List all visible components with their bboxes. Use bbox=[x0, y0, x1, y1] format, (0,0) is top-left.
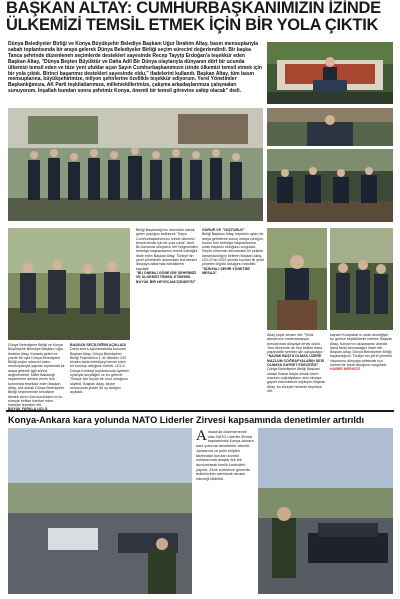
article-column-2 bbox=[70, 343, 130, 409]
main-headline-line2: ÜLKEMİZİ TEMSİL ETMEK İÇİN BİR YOLA ÇIKTIK bbox=[6, 16, 379, 34]
column-1-text: Dünya Belediyeler Birliği ve Konya Büyükşehir Belediye Başkanı Uğur İbrahim Altay, Kanada gelen ve yüzde 56 oyla Dünya Belediyeler Birliği seçim sürecini basın mensuplarıyla yapılan toplantıda bir araya gelerek ilgili süreci değerlendirdi. Millet Bakanlığı seçimlerine destek veren tüm kurumlara teşekkür eden Başkan Altay, söz alarak Dünya Belediyeler Birliği seçimlerinde kendisine destek veren tüm kurumlara ve bu süreçte birlikte hareket eden herkese teşekkür etti. bbox=[8, 343, 65, 408]
second-dropcap: A bbox=[196, 428, 207, 444]
column-2-subheading: BAŞKAN SEÇİLDİĞİNİ AÇIKLADI bbox=[70, 343, 126, 347]
photo-reporters bbox=[8, 228, 130, 340]
section-divider bbox=[6, 410, 394, 412]
photo-checkpoint bbox=[8, 428, 192, 594]
author-credit: HABER MERKEZİ bbox=[330, 367, 360, 372]
photo-officer-car bbox=[258, 428, 393, 594]
second-headline: Konya-Ankara kara yolunda NATO Liderler Zirvesi kapsamında denetimler artırıldı bbox=[8, 415, 365, 425]
photo-audience bbox=[330, 228, 393, 330]
column-5-subheading: "NAZIMI BAŞTA OLMAK ÜZERE MAZLUM COĞRAFYALARIN SESİ OLMAYA GAYRET EDECEĞİZ" bbox=[267, 354, 324, 368]
photo-podium-close bbox=[267, 228, 327, 330]
main-headline bbox=[6, 0, 394, 40]
column-5-text: Altay şöyle devam etti: "Şehir alanlarının modernizasyon konularında dünyaya örnek olduk. Yeni dönemde de hep birlikte daha yaşanabilir şehirler için çalışacağız." bbox=[267, 333, 325, 355]
second-text: nkara'da düzenlenecek olan NATO Liderler Zirvesi kapsamında Konya-Ankara kara yolunda denetimler artırıldı. Jandarma ve polis ekipleri tarafından kurulan kontrol noktalarında araçlar tek tek durdurularak kimlik kontrolleri yapıldı. Zirve süresince güvenlik tedbirlerinin artırılarak devam edeceği bildirildi. bbox=[196, 430, 254, 482]
photo-group bbox=[8, 108, 263, 221]
column-6-text: kayseri Konyalılar'ın ortak desteğiyle bu göreve seçildiklerini belirten Başkan Altay, Konya'nın uluslararası alanda daha fazla tanınacağını ifade etti. Başkan Altay, Dünya Belediyeler Birliği başkanlığının Türkiye'nin yerel yönetim vizyonunu dünyaya anlatmak için önemli bir fırsat olduğunu vurguladı. bbox=[330, 333, 393, 368]
column-4-subheading: GURUR VE "YAŞTURUZ" bbox=[202, 228, 245, 232]
column-2-text: Daha sonra açıklamalarda bulunan Başkan Altay, Dünya Belediyeler Birliği Teşkilatının 1.40 ülkeden 240 binden fazla belediyeyi temsil eden bir kuruluş olduğunu belirtti. UCLG Dünya Konseyi toplantısında üyelerin oylarıyla seçildiğini ve bu görevin Türkiye için büyük bir onur olduğunu söyledi. Başkan Altay, seçim sonucunda yüzde 56 oy aldığını açıkladı. bbox=[70, 347, 130, 395]
column-3-text: Birliği Başkanlığı'nın temsilcisi olarak görev yaptığını belirterek "Sayın Cumhurbaşkanımızın izinde ülkemizi temsil etmek için bir yola çıktık" dedi. Bu kurumda dünyanın her bölgesinden belediye başkanlarının temsil edildiğini ifade eden Başkan Altay, Türkiye'nin yerel yönetimler alanındaki tecrübesini dünyaya aktarmak istediklerini kaydetti. bbox=[136, 228, 198, 271]
article-column-5 bbox=[267, 333, 327, 409]
column-5-text-2: Dünya Belediyeler Birliği Başkanı olarak Gazze başta olmak üzere mazlum coğrafyaların sesi olmaya gayret edeceklerini söyleyen Başkan Altay, bu süreçte herkese teşekkür etti. bbox=[267, 367, 326, 393]
second-article-text bbox=[196, 430, 254, 594]
article-column-3 bbox=[136, 228, 198, 409]
main-headline-line1: BAŞKAN ALTAY: CUMHURBAŞKANIMIZIN İZİNDE bbox=[6, 0, 381, 17]
photo-podium-speech bbox=[267, 42, 393, 104]
photo-press-room bbox=[267, 108, 393, 146]
photo-meeting-table bbox=[267, 149, 393, 222]
column-4-text: Birliği Başkanı Altay, hepsinin oyları bir araya getirilerek sonuç ortaya çıktığını, bunun tüm belediye başkanlarının ortak başarısı olduğunu vurguladı. Seçim sürecinin demokratik bir şekilde tamamlandığını belirten Başkan Altay, UCLG'nin 2022 yılında kurulan ilk yerel yönetim örgütü olduğunu hatırlattı. bbox=[202, 232, 265, 267]
article-column-1 bbox=[8, 343, 65, 409]
article-column-6 bbox=[330, 333, 393, 409]
lead-paragraph: Dünya Belediyeler Birliği ve Konya Büyükşehir Belediye Başkanı Uğur İbrahim Altay, basın mensuplarıyla sabah toplantısında bir araya gelerek Dünya Belediyeler Birliği seçim sürecini değerlendirdi. Bir başka Tanca şehrinde düzenlenen seçimlerde destekleri sayesinde Recep Tayyip Erdoğan'a teşekkür eden Başkan Altay, "Dünya Beşten Büyüktür ve Daha Adil Bir Dünya olaylarıyla dünyanın dört bir ucunda ülkemizi temsil eden ve bize yeni ufuklar açan Sayın Cumhurbaşkanımızın izinde ülkemizi temsil etmek için bir yola çıktık. Birinci başarımız destekleri sayesinde oldu," ifadelerini kullandı. Başkan Altay, tüm basın mensuplarına, büyükşehirimize, milyon şehirlerine özellikle teşekkür ediyorum. Yerel Yönetimler Başkanlığımıza, AK Parti teşkilatlarımıza, milletvekillerimize, çalışma arkadaşlarımıza çalışmaları sunuyorum. İnşallah bundan sonra şehrimiz Konya, önemli bir temsil görevine sahip olacak" dedi. bbox=[8, 41, 262, 95]
article-column-4 bbox=[202, 228, 264, 409]
column-4-subheading-2: "DÜNYALI ŞEHİR YÖNETİMİ MESAJI" bbox=[202, 266, 250, 275]
column-3-subheading: "BU ÖNEMLİ GÖREVDE ŞEHRİMİZİ VE ÜLKEMİZİ TEMSİL ETMENİN BÜYÜK BİR HEYECANI İÇİNDEYİZ" bbox=[136, 270, 197, 284]
